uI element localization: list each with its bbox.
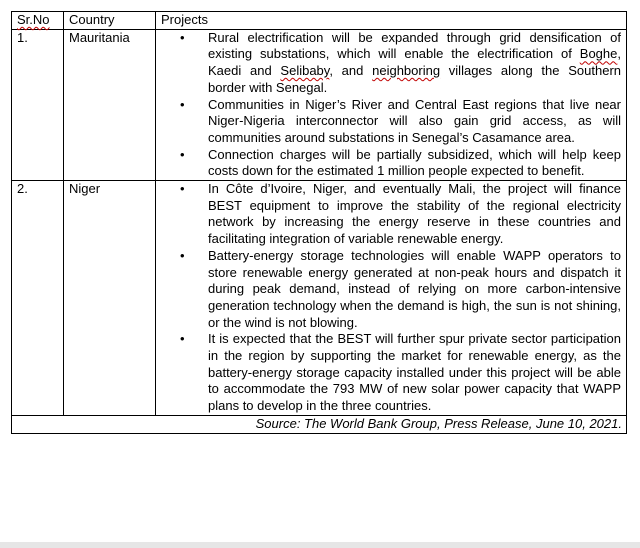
bullet-icon: • bbox=[180, 146, 185, 162]
row-srno: 1. bbox=[12, 29, 64, 180]
project-bullet-list bbox=[161, 30, 621, 180]
bullet-icon: • bbox=[180, 181, 185, 197]
bullet-text: , and bbox=[329, 63, 373, 79]
bullet-text: Battery-energy storage technologies will enable WAPP operators to store renewable energy generated at non-peak hours and dispatch it during peak demand, instead of relying on more carbon-intensive generation technology when the demand is high, the sun is not shining, or the wind is not blowing. bbox=[208, 247, 621, 330]
bullet-text: Rural electrification will be expanded through grid densification of existing substations, which will enable the electrification of bbox=[208, 29, 621, 62]
projects-table bbox=[11, 11, 627, 434]
bullet-text: , Kaedi and bbox=[208, 46, 621, 79]
bullet-text: In Côte d’Ivoire, Niger, and eventually Mali, the project will finance BEST equipment to improve the stability of the regional electricity network by increasing the energy reserve in these countries and facilitating integration of variable renewable energy. bbox=[208, 181, 621, 247]
project-bullet-item bbox=[161, 147, 621, 180]
row-country: Mauritania bbox=[64, 29, 156, 180]
source-note: Source: The World Bank Group, Press Release, June 10, 2021. bbox=[12, 415, 627, 433]
bullet-icon: • bbox=[180, 29, 185, 45]
table-body bbox=[12, 29, 627, 415]
project-bullet-item bbox=[161, 331, 621, 415]
bullet-text: villages along the Southern border with Senegal. bbox=[208, 63, 621, 95]
row-projects bbox=[156, 181, 627, 416]
project-bullet-item bbox=[161, 30, 621, 97]
project-bullet-item bbox=[161, 97, 621, 147]
bullet-text: Communities in Niger’s River and Central East regions that live near Niger-Nigeria interconnector will also gain grid access, as will communities around substations in Senegal’s Casamance area. bbox=[208, 96, 621, 145]
bullet-icon: • bbox=[180, 96, 185, 112]
project-bullet-item bbox=[161, 248, 621, 332]
header-country: Country bbox=[64, 12, 156, 30]
page-bottom-edge bbox=[0, 542, 640, 548]
source-row bbox=[12, 415, 627, 433]
bullet-icon: • bbox=[180, 331, 185, 347]
header-srno-label: Sr.No bbox=[17, 12, 50, 27]
table-row bbox=[12, 29, 627, 180]
spellcheck-flagged-word: neighboring bbox=[372, 63, 441, 79]
header-projects: Projects bbox=[156, 12, 627, 30]
row-srno: 2. bbox=[12, 181, 64, 416]
row-country: Niger bbox=[64, 181, 156, 416]
bullet-text: It is expected that the BEST will further spur private sector participation in the region by supporting the market for renewable energy, as the battery-energy storage capacity installed under this project will be able to accommodate the 793 MW of new solar power capacity that WAPP plans to develop in the three countries. bbox=[208, 331, 621, 414]
bullet-text: Connection charges will be partially subsidized, which will help keep costs down for the estimated 1 million people expected to benefit. bbox=[208, 146, 621, 179]
header-srno bbox=[12, 12, 64, 30]
table-header-row bbox=[12, 12, 627, 30]
bullet-icon: • bbox=[180, 247, 185, 263]
row-projects bbox=[156, 29, 627, 180]
spellcheck-flagged-word: Boghe bbox=[579, 46, 618, 62]
spellcheck-flagged-word: Selibaby bbox=[280, 63, 330, 79]
project-bullet-item bbox=[161, 181, 621, 248]
project-bullet-list bbox=[161, 181, 621, 415]
table-row bbox=[12, 181, 627, 416]
